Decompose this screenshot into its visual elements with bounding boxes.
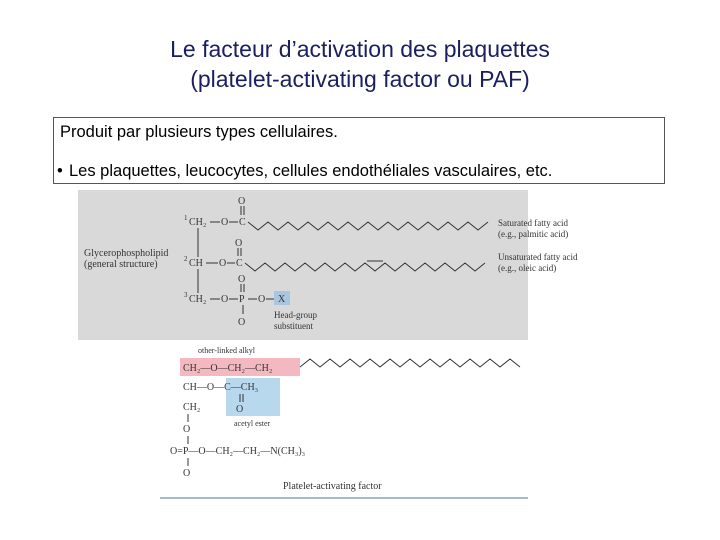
c2-number: 2 bbox=[184, 255, 188, 263]
paf-phosphate-row: O=P—O—CH₂—CH₂—N(CH₃)₃ bbox=[170, 446, 306, 457]
head-group-label-2: substituent bbox=[274, 321, 314, 331]
slide-title bbox=[0, 34, 720, 94]
c2-group: CH bbox=[189, 258, 203, 269]
acetyl-oxygen: O bbox=[236, 404, 244, 415]
phosphate-o-bottom: O bbox=[238, 317, 246, 328]
gp-label-2: (general structure) bbox=[84, 259, 158, 270]
ether-label: other-linked alkyl bbox=[198, 346, 255, 355]
phosphate-o-top: O bbox=[238, 274, 246, 285]
paf-phosphate-o-bottom: O bbox=[183, 468, 191, 479]
head-group-label-1: Head-group bbox=[274, 310, 317, 320]
saturated-label-2: (e.g., palmitic acid) bbox=[498, 229, 569, 239]
c3-oxygen: O bbox=[221, 294, 229, 305]
c3-group: CH₂ bbox=[189, 294, 207, 305]
c1-oxygen: O bbox=[221, 217, 229, 228]
c1-carbonyl-o: O bbox=[238, 196, 246, 207]
paf-structure-figure bbox=[78, 190, 578, 502]
unsaturated-label-1: Unsaturated fatty acid bbox=[498, 252, 578, 262]
phosphorus: P bbox=[239, 294, 245, 305]
paf-caption: Platelet-activating factor bbox=[283, 481, 382, 492]
textbox-line-1: Produit par plusieurs types cellulaires. bbox=[60, 123, 338, 141]
paf-c1-row: CH₂—O—CH₂—CH₂ bbox=[183, 363, 273, 374]
saturated-label-1: Saturated fatty acid bbox=[498, 218, 568, 228]
unsaturated-label-2: (e.g., oleic acid) bbox=[498, 263, 557, 273]
c1-number: 1 bbox=[184, 214, 188, 222]
c1-carbonyl-c: C bbox=[239, 217, 246, 228]
title-line-2: (platelet-activating factor ou PAF) bbox=[190, 66, 530, 92]
gp-label-1: Glycerophospholipid bbox=[84, 248, 169, 259]
phosphate-o-right: O bbox=[258, 294, 266, 305]
c1-group: CH₂ bbox=[189, 217, 207, 228]
paf-o-link: O bbox=[183, 424, 191, 435]
head-group-x: X bbox=[278, 294, 286, 305]
textbox-bullet-item bbox=[57, 162, 552, 181]
paf-c3-row: CH₂ bbox=[183, 402, 201, 413]
content-textbox bbox=[53, 117, 665, 184]
alkyl-chain bbox=[300, 359, 520, 367]
paf-c2-row: CH—O—C—CH₃ bbox=[183, 382, 259, 393]
acetyl-label: acetyl ester bbox=[234, 419, 271, 428]
c2-carbonyl-o: O bbox=[235, 238, 243, 249]
c2-carbonyl-c: C bbox=[236, 258, 243, 269]
bullet-text: Les plaquettes, leucocytes, cellules endothéliales vasculaires, etc. bbox=[69, 162, 553, 180]
bullet-icon: • bbox=[57, 162, 63, 180]
title-line-1: Le facteur d’activation des plaquettes bbox=[170, 36, 550, 62]
c3-number: 3 bbox=[184, 291, 188, 299]
c2-oxygen: O bbox=[219, 258, 227, 269]
